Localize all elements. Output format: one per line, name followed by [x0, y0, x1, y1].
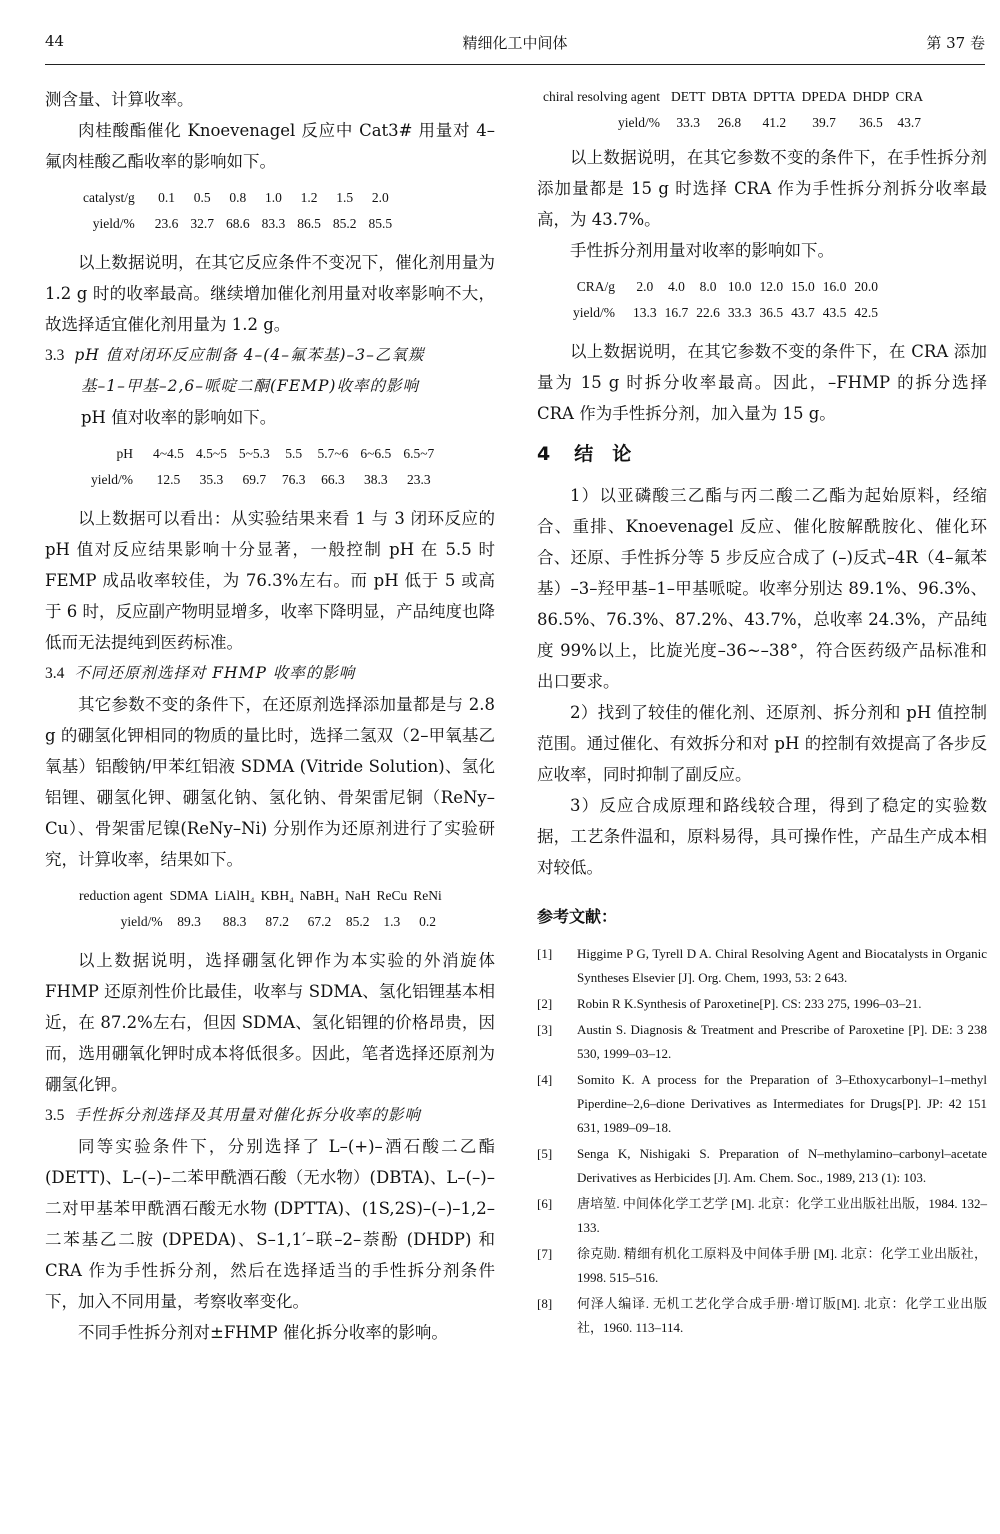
cell: 1.5: [336, 190, 354, 205]
section-title: 不同还原剂选择对 FHMP 收率的影响: [74, 664, 356, 682]
paragraph: 其它参数不变的条件下，在还原剂选择添加量都是与 2.8 g 的硼氢化钾相同的物质的量比时，选择二氢双（2–甲氧基乙氧基）铝酸钠/甲苯红铝液 SDMA (Vitride Solution)、氢化铝锂、硼氢化钾、硼氢化钠、氢化钠、骨架雷尼铜（ReNy–Cu）、骨架雷尼镍(ReNy–Ni) 分别作为还原剂进行了实验研究，计算收率，结果如下。: [45, 695, 495, 869]
cell: ReCu: [376, 888, 408, 903]
reference-item: [537, 1292, 987, 1340]
reference-item: [537, 992, 987, 1016]
table-row: [77, 185, 398, 211]
ref-text: Higgime P G, Tyrell D A. Chiral Resolving Agent and Biocatalysts in Organic Syntheses Elsevier [J]. Org. Chem, 1993, 53: 2 643.: [577, 946, 987, 985]
cell: 5.7~6: [317, 446, 349, 461]
ref-text: Senga K, Nishigaki S. Preparation of N–methylamino–carbonyl–acetate Derivatives as Herbicides [J]. Am. Chem. Soc., 1989, 213 (1): 103.: [577, 1146, 987, 1185]
row-label: pH: [116, 446, 133, 461]
ref-index: [3]: [537, 1022, 553, 1037]
cell: 67.2: [307, 914, 332, 929]
ref-text: Somito K. A process for the Preparation of 3–Ethoxycarbonyl–1–methyl Piperdine–2,6–dione Derivatives as Intermediates for Drugs[P]. JP: 42 151 631, 1989–09–18.: [577, 1072, 987, 1135]
cell: 12.5: [156, 472, 181, 487]
section-heading-3-4: [45, 658, 495, 689]
row-label: reduction agent: [79, 888, 163, 903]
row-label: yield/%: [617, 115, 660, 130]
table-row: [537, 110, 926, 136]
conclusion-1: 1）以亚磷酸三乙酯与丙二酸二乙酯为起始原料，经缩合、重排、Knoevenagel 反应、催化胺解酰胺化、催化环合、还原、手性拆分等 5 步反应合成了 (–)反式–4R（4–氟苯基）–3–羟甲基–1–甲基哌啶。收率分别达 89.1%、96.3%、86.5%、76.3%、87.2%、43.7%，总收率 24.3%，产品纯度 99%以上，比旋光度–36~–38°，符合医药级产品标准和出口要求。: [537, 486, 987, 691]
cell: DPEDA: [801, 89, 847, 104]
ph-table: [85, 441, 440, 493]
cell: 2.0: [636, 279, 654, 294]
table-row: [85, 467, 440, 493]
references-heading: 参考文献：: [537, 907, 618, 926]
table-row: [73, 883, 445, 909]
cell: KBH₄: [260, 888, 294, 903]
cell: CRA: [895, 89, 924, 104]
cell: 4.0: [668, 279, 685, 294]
cell: 0.1: [158, 190, 175, 205]
row-label: catalyst/g: [83, 190, 135, 205]
reference-item: [537, 1018, 987, 1066]
reference-item: [537, 1242, 987, 1290]
cell: 2.0: [371, 190, 389, 205]
table-row: [567, 274, 882, 300]
left-column: [45, 84, 495, 1348]
reference-list: [537, 942, 987, 1340]
cell: LiAlH₄: [214, 888, 255, 903]
page-number: 44: [45, 32, 65, 50]
ref-index: [2]: [537, 996, 553, 1011]
cell: 42.5: [854, 305, 878, 320]
ref-text: 唐培堃. 中间体化学工艺学 [M]. 北京：化学工业出版社出版，1984. 132–133.: [577, 1196, 987, 1235]
cell: 88.3: [222, 914, 247, 929]
chiral-agent-table: [537, 84, 926, 136]
ref-text: 何泽人编译. 无机工艺化学合成手册·增订版[M]. 北京：化学工业出版社，1960. 113–114.: [577, 1296, 987, 1335]
reference-item: [537, 1192, 987, 1240]
section-heading-4: [537, 439, 987, 470]
ref-index: [5]: [537, 1146, 553, 1161]
cell: 6.5~7: [403, 446, 435, 461]
cell: 32.7: [190, 216, 214, 231]
cell: 1.3: [383, 914, 401, 929]
volume-label: 第 37 卷: [926, 34, 985, 52]
row-label: yield/%: [91, 472, 133, 487]
cell: 83.3: [261, 216, 286, 231]
cell: 85.5: [368, 216, 393, 231]
table-row: [537, 84, 926, 110]
cell: 5~5.3: [238, 446, 270, 461]
right-column: [537, 84, 987, 1342]
paragraph: 以上数据说明，在其它反应条件不变况下，催化剂用量为 1.2 g 时的收率最高。继续增加催化剂用量对收率影响不大，故选择适宜催化剂用量为 1.2 g。: [45, 253, 495, 334]
ref-index: [4]: [537, 1072, 553, 1087]
cell: 1.0: [264, 190, 282, 205]
conclusion-3: 3）反应合成原理和路线较合理，得到了稳定的实验数据，工艺条件温和，原料易得，具可操作性，产品生产成本相对较低。: [537, 796, 987, 877]
cell: 26.8: [717, 115, 742, 130]
cell: ReNi: [413, 888, 442, 903]
page-header: [45, 30, 985, 65]
section-number: 3.5: [45, 1107, 65, 1124]
section-title: pH 值对闭环反应制备 4–(4–氟苯基)–3–乙氧羰: [74, 346, 425, 364]
paragraph: 测含量、计算收率。: [45, 90, 194, 109]
cell: 43.7: [791, 305, 815, 320]
ref-text: 徐克勋. 精细有机化工原料及中间体手册 [M]. 北京：化学工业出版社，1998. 515–516.: [577, 1246, 987, 1285]
ref-text: Austin S. Diagnosis & Treatment and Prescribe of Paroxetine [P]. DE: 3 238 530, 1999–03–12.: [577, 1022, 987, 1061]
cell: 36.5: [859, 115, 883, 130]
cell: 66.3: [321, 472, 345, 487]
ref-index: [6]: [537, 1196, 553, 1211]
cell: 22.6: [696, 305, 720, 320]
section-number: 4: [537, 443, 551, 465]
section-title: 结 论: [574, 443, 632, 465]
cell: 35.3: [199, 472, 224, 487]
cell: 39.7: [812, 115, 836, 130]
cell: 68.6: [225, 216, 250, 231]
cell: 33.3: [676, 115, 701, 130]
ref-index: [7]: [537, 1246, 553, 1261]
catalyst-table: [77, 185, 398, 237]
cell: 43.5: [822, 305, 847, 320]
row-label: CRA/g: [576, 279, 615, 294]
cell: 86.5: [297, 216, 321, 231]
cell: 69.7: [242, 472, 267, 487]
cell: 85.2: [332, 216, 357, 231]
cell: 16.0: [822, 279, 847, 294]
cell: 20.0: [854, 279, 878, 294]
cell: 33.3: [727, 305, 752, 320]
section-heading-3-3: [45, 340, 495, 371]
cell: DETT: [670, 89, 706, 104]
reference-item: [537, 1068, 987, 1140]
cell: 36.5: [759, 305, 784, 320]
ref-text: Robin R K.Synthesis of Paroxetine[P]. CS: 233 275, 1996–03–21.: [577, 996, 922, 1011]
table-row: [85, 441, 440, 467]
section-number: 3.3: [45, 347, 65, 364]
table-row: [567, 300, 882, 326]
cell: 87.2: [265, 914, 289, 929]
cell: 43.7: [897, 115, 922, 130]
cell: 23.6: [154, 216, 179, 231]
row-label: chiral resolving agent: [543, 89, 660, 104]
paragraph: 不同手性拆分剂对±FHMP 催化拆分收率的影响。: [78, 1323, 448, 1342]
cell: 41.2: [762, 115, 787, 130]
reduction-agent-table: [73, 883, 445, 935]
cell: DBTA: [711, 89, 748, 104]
paragraph: 肉桂酸酯催化 Knoevenagel 反应中 Cat3# 用量对 4–氟肉桂酸乙酯收率的影响如下。: [45, 121, 495, 171]
cell: 38.3: [364, 472, 388, 487]
conclusion-2: 2）找到了较佳的催化剂、还原剂、拆分剂和 pH 值控制范围。通过催化、有效拆分和对 pH 的控制有效提高了各步反应收率，同时抑制了副反应。: [537, 703, 987, 784]
cell: 15.0: [791, 279, 815, 294]
paragraph: 以上数据说明，在其它参数不变的条件下，在手性拆分剂添加量都是 15 g 时选择 CRA 作为手性拆分剂拆分收率最高，为 43.7%。: [537, 148, 987, 229]
row-label: yield/%: [573, 305, 615, 320]
section-title: 手性拆分剂选择及其用量对催化拆分收率的影响: [74, 1106, 421, 1124]
cra-amount-table: [567, 274, 882, 326]
ref-index: [1]: [537, 946, 553, 961]
paragraph: 以上数据说明，选择硼氢化钾作为本实验的外消旋体 FHMP 还原剂性价比最佳，收率与 SDMA、氢化铝锂基本相近，在 87.2%左右，但因 SDMA、氢化铝锂的价格昂贵，因而，选用硼氧化钾时成本将低很多。因此，笔者选择还原剂为硼氢化钾。: [45, 951, 495, 1094]
paragraph: pH 值对收率的影响如下。: [81, 408, 277, 427]
reference-item: [537, 942, 987, 990]
cell: DHDP: [852, 89, 890, 104]
cell: 13.3: [633, 305, 657, 320]
cell: NaH: [344, 888, 371, 903]
section-number: 3.4: [45, 665, 65, 682]
ref-index: [8]: [537, 1296, 553, 1311]
cell: NaBH₄: [299, 888, 339, 903]
cell: 4.5~5: [195, 446, 227, 461]
cell: 89.3: [177, 914, 201, 929]
cell: 0.5: [193, 190, 211, 205]
cell: 1.2: [300, 190, 318, 205]
section-title-cont: 基–1–甲基–2,6–哌啶二酮(FEMP)收率的影响: [81, 377, 419, 395]
cell: SDMA: [169, 888, 209, 903]
cell: 23.3: [406, 472, 431, 487]
cell: 85.2: [345, 914, 370, 929]
paragraph: 以上数据说明，在其它参数不变的条件下，在 CRA 添加量为 15 g 时拆分收率最高。因此，–FHMP 的拆分选择 CRA 作为手性拆分剂，加入量为 15 g。: [537, 342, 987, 423]
cell: 76.3: [281, 472, 306, 487]
table-row: [73, 909, 445, 935]
cell: 10.0: [727, 279, 752, 294]
paragraph: 同等实验条件下，分别选择了 L–(+)–酒石酸二乙酯 (DETT)、L–(–)–二苯甲酰酒石酸（无水物）(DBTA)、L–(–)–二对甲基苯甲酰酒石酸无水物 (DPTTA)、(1S,2S)–(–)–1,2–二苯基乙二胺 (DPEDA)、S–1,1′–联–2–萘酚 (DHDP) 和 CRA 作为手性拆分剂，然后在选择适当的手性拆分剂条件下，加入不同用量，考察收率变化。: [45, 1137, 495, 1311]
row-label: yield/%: [120, 914, 163, 929]
paragraph: 手性拆分剂用量对收率的影响如下。: [570, 241, 834, 260]
journal-title: 精细化工中间体: [462, 34, 568, 52]
paragraph: 以上数据可以看出：从实验结果来看 1 与 3 闭环反应的 pH 值对反应结果影响十分显著，一般控制 pH 在 5.5 时 FEMP 成品收率较佳，为 76.3%左右。而 pH 低于 5 或高于 6 时，反应副产物明显增多，收率下降明显，产品纯度也降低而无法提纯到医药标准。: [45, 509, 495, 652]
cell: 5.5: [285, 446, 303, 461]
cell: 8.0: [699, 279, 717, 294]
row-label: yield/%: [92, 216, 135, 231]
cell: 0.2: [419, 914, 436, 929]
cell: 16.7: [664, 305, 689, 320]
cell: DPTTA: [753, 89, 796, 104]
cell: 0.8: [229, 190, 247, 205]
cell: 12.0: [759, 279, 784, 294]
cell: 4~4.5: [153, 446, 184, 461]
table-row: [77, 211, 398, 237]
reference-item: [537, 1142, 987, 1190]
section-heading-3-5: [45, 1100, 495, 1131]
cell: 6~6.5: [360, 446, 392, 461]
